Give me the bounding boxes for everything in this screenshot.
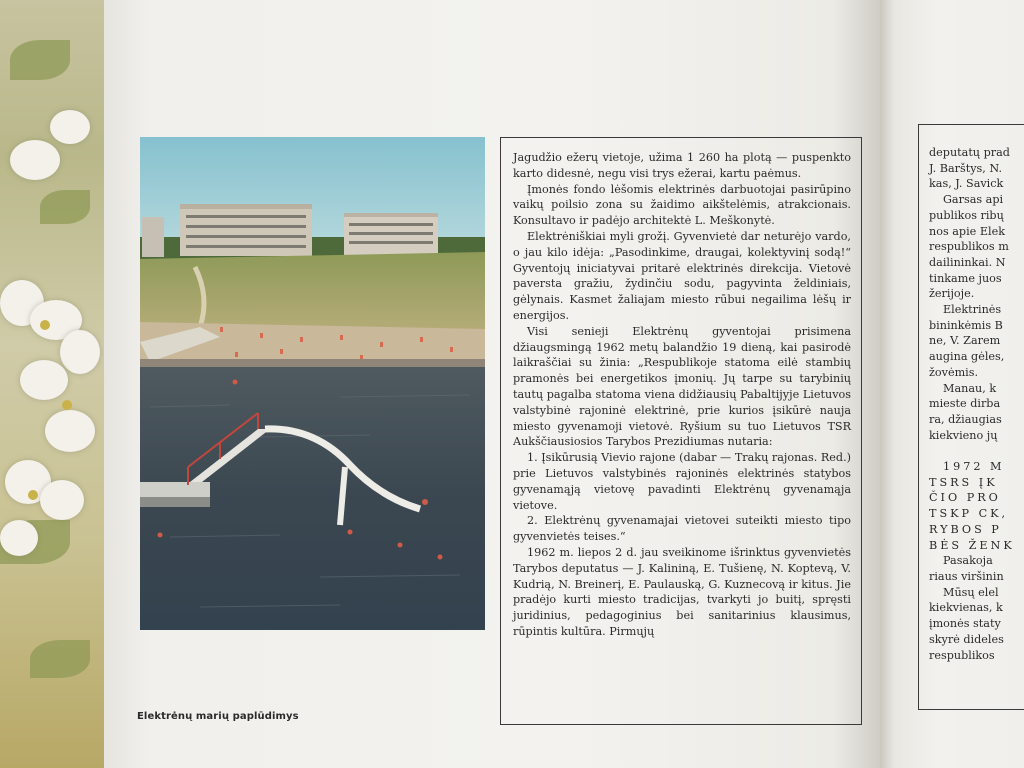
paragraph: Jagudžio ežerų vietoje, užima 1 260 ha plotą — puspenkto karto didesnė, negu visi trys ežerai, kartu paėmus. bbox=[513, 151, 851, 180]
text-line: dailininkai. N bbox=[929, 255, 1006, 269]
text-line: J. Barštys, N. bbox=[929, 161, 1003, 175]
text-line: deputatų prad bbox=[929, 146, 1010, 159]
text-line: bininkėmis B bbox=[929, 318, 1003, 332]
text-line: nos apie Elek bbox=[929, 224, 1005, 238]
main-article-text bbox=[513, 150, 851, 640]
paragraph: 1962 m. liepos 2 d. jau sveikinome išrinktus gyvenvietės Tarybos deputatus — J. Kalininą, E. Tušienę, N. Koptevą, V. Kudrią, N. Breinerį, E. Paulauską, G. Kuznecovą ir kitus. Jie pradėjo kurti miesto tradicijas, tvarkyti jo buitį, spręsti juridinius, pedagoginius bei sanitarinius klausimus, rūpintis kultūra. Pirmųjų bbox=[513, 545, 851, 638]
text-line: ČIO PRO bbox=[929, 491, 1001, 505]
text-line: Manau, k bbox=[943, 381, 997, 395]
text-line: 1972 M bbox=[943, 460, 1005, 474]
text-line: Mūsų elel bbox=[943, 585, 999, 599]
paragraph: 1. Įsikūrusią Vievio rajone (dabar — Trakų rajonas. Red.) prie Lietuvos valstybinės rajoninės elektrinės statybos gyvenamąją vietovę pavadinti Elektrėnų gyvenamąja vietove. bbox=[513, 451, 851, 512]
main-text-box bbox=[500, 137, 862, 725]
text-line: kas, J. Savick bbox=[929, 177, 1004, 191]
text-line: BĖS ŽENK bbox=[929, 538, 1015, 552]
text-line: kiekvienas, k bbox=[929, 601, 1003, 615]
text-line: kiekvieno jų bbox=[929, 428, 998, 442]
right-article-text bbox=[929, 145, 1024, 663]
text-line: Pasakoja bbox=[943, 554, 993, 568]
beach-photo bbox=[140, 137, 485, 630]
text-line: TSKP CK, bbox=[929, 507, 1009, 521]
text-line: publikos ribų bbox=[929, 208, 1004, 222]
text-line: tinkame juos bbox=[929, 271, 1002, 285]
right-text-box bbox=[918, 124, 1024, 710]
text-line: respublikos bbox=[929, 648, 995, 662]
paragraph: Įmonės fondo lėšomis elektrinės darbuotojai pasirūpino vaikų poilsio zona su žaidimo aikštelėmis, atrakcionais. Konsultavo ir padėjo architektė L. Meškonytė. bbox=[513, 182, 851, 228]
text-line: RYBOS P bbox=[929, 522, 1002, 536]
paragraph: Visi senieji Elektrėnų gyventojai prisimena džiaugsmingą 1962 metų balandžio 19 dieną, kai pasirodė laikraščiai su žinia: „Respublikoje statoma eilė stambių pramonės bei energetikos įmonių. Jų tarpe su tarybinių tautų pagalba statoma viena didžiausių Pabaltijyje Lietuvos valstybinė rajoninė elektrinė, prie kurios įsikūrė nauja miesto gyvenamoji vietovė. Ryšium su tuo Lietuvos TSR Aukščiausiosios Tarybos Prezidiumas nutaria: bbox=[513, 324, 851, 449]
text-line: skyrė dideles bbox=[929, 632, 1004, 646]
text-line: žerijoje. bbox=[929, 287, 975, 301]
text-line: ra, džiaugias bbox=[929, 412, 1002, 426]
text-line: žovėmis. bbox=[929, 365, 979, 379]
paragraph: Elektrėniškiai myli grožį. Gyvenvietė dar neturėjo vardo, o jau kilo idėja: „Pasodinkime, draugai, kolektyvinį sodą!“ Gyventojų iniciatyvai pritarė elektrinės direkcija. Vietovė paversta gražiu, žydinčiu sodu, pagyvinta želdiniais, gėlynais. Kasmet žaliajam miesto rūbui negailima lėšų ir energijos. bbox=[513, 229, 851, 322]
text-line: TSRS ĮK bbox=[929, 475, 998, 489]
text-line: Elektrinės bbox=[943, 303, 1002, 317]
floral-background bbox=[0, 0, 104, 768]
text-line: mieste dirba bbox=[929, 397, 1001, 411]
text-line bbox=[929, 443, 1024, 459]
text-line: Garsas api bbox=[943, 193, 1004, 207]
text-line: riaus viršinin bbox=[929, 569, 1004, 583]
text-line: augina gėles, bbox=[929, 350, 1005, 364]
text-line: ne, V. Zarem bbox=[929, 334, 1001, 348]
text-line: įmonės staty bbox=[929, 617, 1001, 631]
paragraph: 2. Elektrėnų gyvenamajai vietovei suteikti miesto tipo gyvenvietės teises.“ bbox=[513, 514, 851, 544]
photo-caption: Elektrėnų marių paplūdimys bbox=[137, 711, 299, 722]
text-line: respublikos m bbox=[929, 240, 1009, 254]
